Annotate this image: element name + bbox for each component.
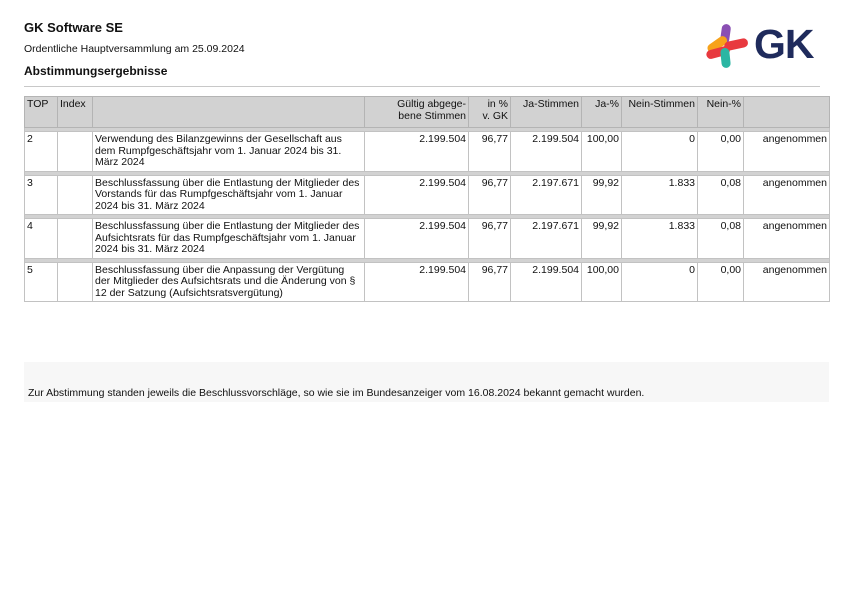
cell-top: 2 bbox=[25, 132, 58, 172]
logo-text: GK bbox=[754, 21, 814, 67]
cell-result: angenommen bbox=[744, 175, 830, 215]
company-logo bbox=[704, 22, 822, 70]
cell-top: 4 bbox=[25, 219, 58, 259]
footer-note: Zur Abstimmung standen jeweils die Beschlussvorschläge, so wie sie im Bundesanzeiger vom 16.08.2024 bekannt gemacht wurden. bbox=[28, 387, 645, 399]
cell-no-votes: 1.833 bbox=[622, 175, 698, 215]
table-row bbox=[25, 219, 830, 259]
cell-yes-pct: 100,00 bbox=[582, 132, 622, 172]
cell-yes-votes: 2.199.504 bbox=[511, 262, 582, 302]
company-name: GK Software SE bbox=[24, 20, 123, 35]
cell-yes-pct: 99,92 bbox=[582, 175, 622, 215]
cell-no-votes: 0 bbox=[622, 262, 698, 302]
cell-pct-gk: 96,77 bbox=[469, 175, 511, 215]
col-header-no-pct: Nein-% bbox=[698, 97, 744, 128]
col-header-no-votes: Nein-Stimmen bbox=[622, 97, 698, 128]
cell-valid-votes: 2.199.504 bbox=[365, 175, 469, 215]
table-row bbox=[25, 175, 830, 215]
col-header-yes-votes: Ja-Stimmen bbox=[511, 97, 582, 128]
meeting-title: Ordentliche Hauptversammlung am 25.09.2024 bbox=[24, 43, 245, 55]
cell-description: Beschlussfassung über die Entlastung der Mitglieder des Vorstands für das Rumpfgeschäftsjahr vom 1. Januar 2024 bis 31. März 2024 bbox=[93, 175, 365, 215]
cell-index bbox=[58, 132, 93, 172]
cell-result: angenommen bbox=[744, 262, 830, 302]
col-header-description bbox=[93, 97, 365, 128]
cell-no-pct: 0,08 bbox=[698, 219, 744, 259]
col-header-valid-votes: Gültig abgege- bene Stimmen bbox=[365, 97, 469, 128]
cell-top: 3 bbox=[25, 175, 58, 215]
col-header-pct-gk: in % v. GK bbox=[469, 97, 511, 128]
cell-valid-votes: 2.199.504 bbox=[365, 262, 469, 302]
cell-description: Verwendung des Bilanzgewinns der Gesellschaft aus dem Rumpfgeschäftsjahr vom 1. Januar 2024 bis 31. März 2024 bbox=[93, 132, 365, 172]
cell-description: Beschlussfassung über die Anpassung der Vergütung der Mitglieder des Aufsichtsrats und die Änderung von § 12 der Satzung (Aufsichtsratsvergütung) bbox=[93, 262, 365, 302]
header-divider bbox=[24, 86, 820, 87]
table-row bbox=[25, 262, 830, 302]
cell-index bbox=[58, 175, 93, 215]
col-header-top: TOP bbox=[25, 97, 58, 128]
table-row bbox=[25, 132, 830, 172]
cell-valid-votes: 2.199.504 bbox=[365, 132, 469, 172]
cell-result: angenommen bbox=[744, 219, 830, 259]
voting-results-table bbox=[24, 96, 830, 302]
cell-no-votes: 0 bbox=[622, 132, 698, 172]
logo-mark-icon bbox=[704, 22, 750, 70]
cell-no-pct: 0,08 bbox=[698, 175, 744, 215]
cell-yes-votes: 2.197.671 bbox=[511, 219, 582, 259]
cell-no-votes: 1.833 bbox=[622, 219, 698, 259]
table-header-row bbox=[25, 97, 830, 128]
cell-yes-pct: 100,00 bbox=[582, 262, 622, 302]
col-header-yes-pct: Ja-% bbox=[582, 97, 622, 128]
cell-yes-votes: 2.197.671 bbox=[511, 175, 582, 215]
cell-index bbox=[58, 262, 93, 302]
cell-pct-gk: 96,77 bbox=[469, 219, 511, 259]
cell-valid-votes: 2.199.504 bbox=[365, 219, 469, 259]
col-header-result bbox=[744, 97, 830, 128]
col-header-index: Index bbox=[58, 97, 93, 128]
cell-no-pct: 0,00 bbox=[698, 132, 744, 172]
cell-no-pct: 0,00 bbox=[698, 262, 744, 302]
cell-description: Beschlussfassung über die Entlastung der Mitglieder des Aufsichtsrats für das Rumpfgeschäftsjahr vom 1. Januar 2024 bis 31. März 2024 bbox=[93, 219, 365, 259]
cell-result: angenommen bbox=[744, 132, 830, 172]
cell-yes-pct: 99,92 bbox=[582, 219, 622, 259]
cell-index bbox=[58, 219, 93, 259]
cell-pct-gk: 96,77 bbox=[469, 262, 511, 302]
cell-pct-gk: 96,77 bbox=[469, 132, 511, 172]
cell-top: 5 bbox=[25, 262, 58, 302]
cell-yes-votes: 2.199.504 bbox=[511, 132, 582, 172]
section-title: Abstimmungsergebnisse bbox=[24, 64, 168, 78]
